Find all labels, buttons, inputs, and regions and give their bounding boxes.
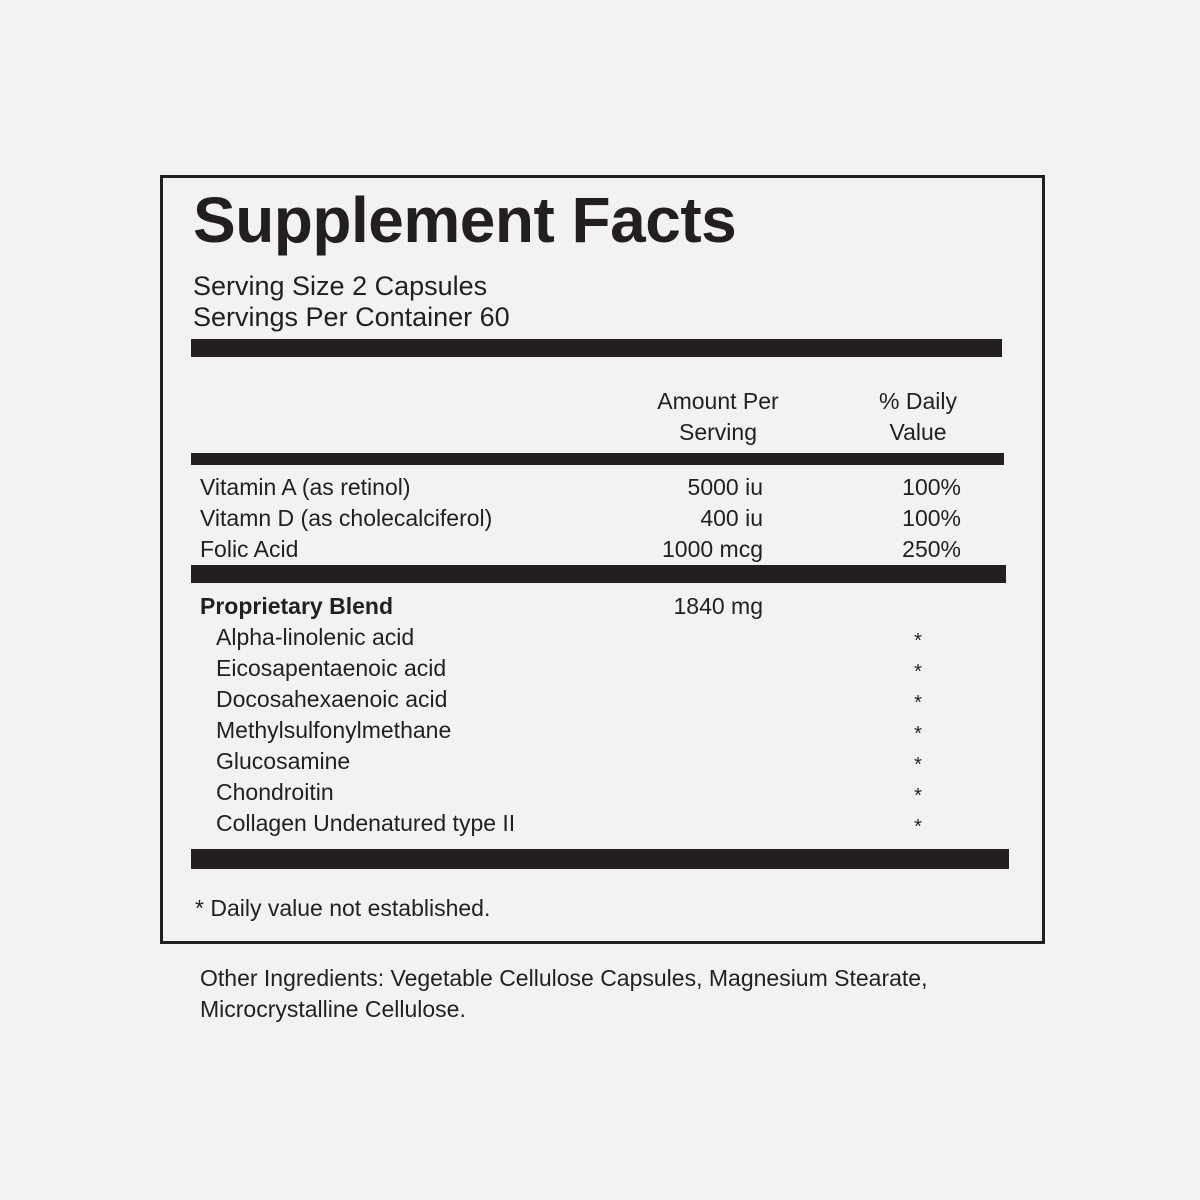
blend-ingredient-name: Alpha-linolenic acid: [216, 624, 415, 650]
footnote: * Daily value not established.: [195, 895, 491, 921]
amount-per-header-line1: Amount Per: [657, 388, 779, 414]
blend-name: Proprietary Blend: [200, 593, 393, 619]
nutrient-amount: 1000 mcg: [661, 536, 763, 562]
blend-ingredient-daily-value: *: [914, 692, 922, 714]
servings-per-container: Servings Per Container 60: [193, 302, 510, 332]
blend-amount: 1840 mg: [673, 593, 763, 619]
other-ingredients-line2: Microcrystalline Cellulose.: [200, 996, 466, 1022]
nutrient-daily-value: 100%: [902, 474, 961, 500]
thick-divider-bottom: [191, 849, 1009, 869]
blend-ingredient-name: Methylsulfonylmethane: [216, 717, 452, 743]
nutrient-amount: 5000 iu: [687, 474, 763, 500]
blend-ingredient-daily-value: *: [914, 816, 922, 838]
header-divider: [191, 453, 1004, 465]
other-ingredients-line1: Other Ingredients: Vegetable Cellulose Capsules, Magnesium Stearate,: [200, 965, 928, 991]
blend-ingredient-daily-value: *: [914, 785, 922, 807]
blend-ingredient-name: Eicosapentaenoic acid: [216, 655, 447, 681]
nutrient-amount: 400 iu: [700, 505, 763, 531]
thick-divider-top: [191, 339, 1002, 357]
nutrient-daily-value: 100%: [902, 505, 961, 531]
blend-ingredient-name: Glucosamine: [216, 748, 351, 774]
serving-size: Serving Size 2 Capsules: [193, 271, 488, 301]
nutrient-name: Vitamn D (as cholecalciferol): [200, 505, 493, 531]
blend-ingredient-daily-value: *: [914, 723, 922, 745]
amount-per-header-line2: Serving: [679, 419, 757, 445]
blend-ingredient-name: Docosahexaenoic acid: [216, 686, 448, 712]
blend-ingredient-daily-value: *: [914, 661, 922, 683]
blend-ingredient-daily-value: *: [914, 630, 922, 652]
daily-value-header-line2: Value: [889, 419, 947, 445]
nutrient-daily-value: 250%: [902, 536, 961, 562]
daily-value-header-line1: % Daily: [879, 388, 957, 414]
blend-ingredient-daily-value: *: [914, 754, 922, 776]
blend-ingredient-name: Chondroitin: [216, 779, 334, 805]
thick-divider-middle: [191, 565, 1006, 583]
nutrient-name: Folic Acid: [200, 536, 299, 562]
blend-ingredient-name: Collagen Undenatured type II: [216, 810, 516, 836]
nutrient-name: Vitamin A (as retinol): [200, 474, 411, 500]
panel-title: Supplement Facts: [193, 184, 737, 256]
